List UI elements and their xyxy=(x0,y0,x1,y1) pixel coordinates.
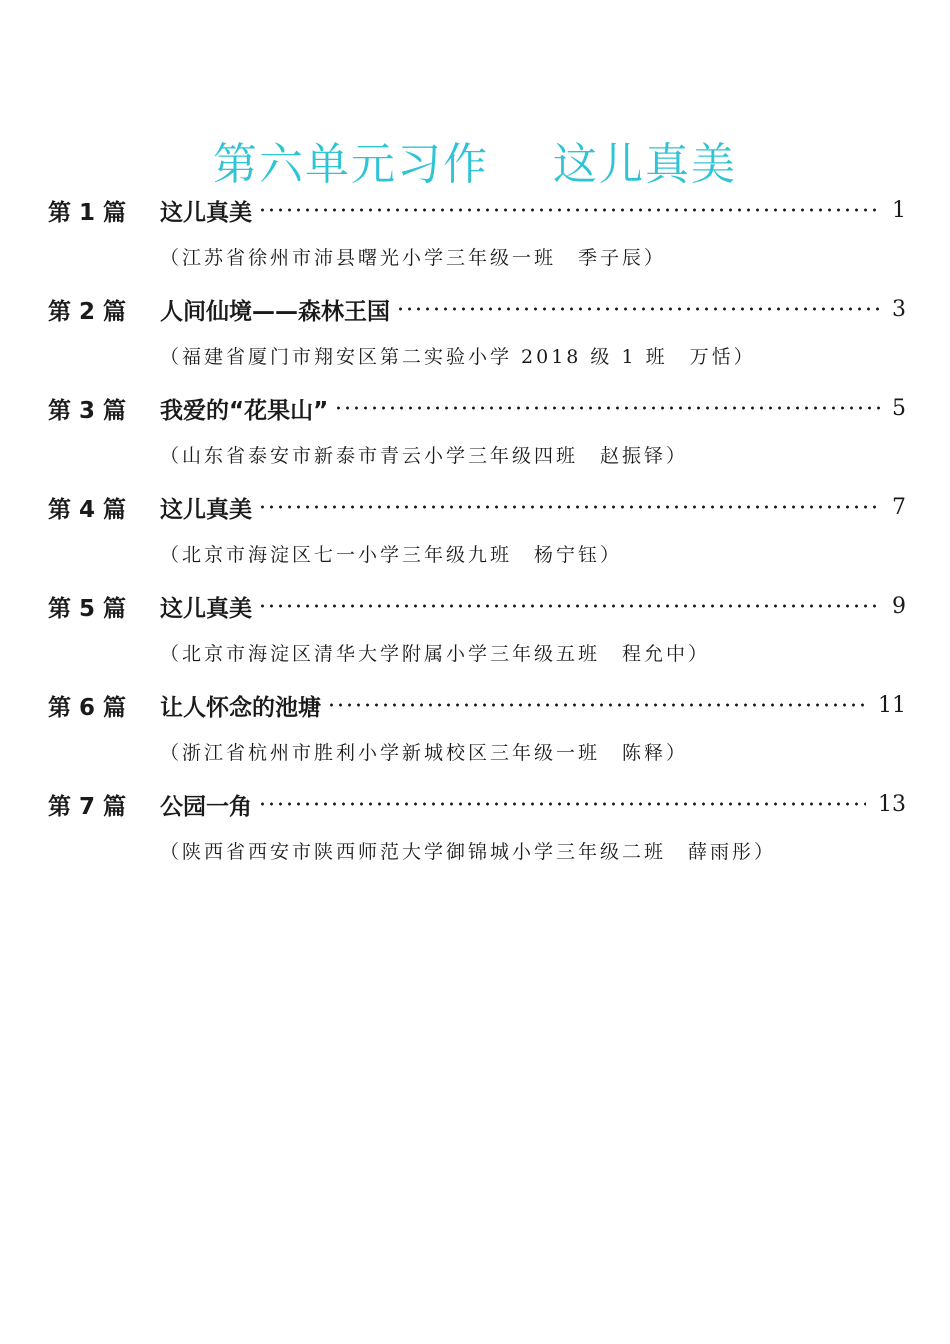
dot-leader xyxy=(258,802,866,806)
entry-page-number[interactable]: 3 xyxy=(892,296,906,322)
toc-entry-line[interactable] xyxy=(48,388,906,428)
page-title: 第六单元习作 这儿真美 xyxy=(213,139,737,191)
table-of-contents xyxy=(48,190,906,883)
toc-entry-6[interactable] xyxy=(48,685,906,784)
entry-page-number[interactable]: 9 xyxy=(892,593,906,619)
toc-entry-4[interactable] xyxy=(48,487,906,586)
entry-author: （江苏省徐州市沛县曙光小学三年级一班 季子辰） xyxy=(160,247,667,269)
entry-number: 第 4 篇 xyxy=(48,496,127,523)
dot-leader xyxy=(258,505,880,509)
toc-entry-1[interactable] xyxy=(48,190,906,289)
toc-entry-line[interactable] xyxy=(48,190,906,230)
entry-number: 第 5 篇 xyxy=(48,595,127,622)
toc-entry-5[interactable] xyxy=(48,586,906,685)
entry-title[interactable]: 人间仙境——森林王国 xyxy=(160,298,390,325)
dot-leader xyxy=(258,604,880,608)
entry-title[interactable]: 这儿真美 xyxy=(160,496,252,523)
entry-page-number[interactable]: 7 xyxy=(892,494,906,520)
entry-author: （山东省泰安市新泰市青云小学三年级四班 赵振铎） xyxy=(160,445,689,467)
toc-entry-line[interactable] xyxy=(48,685,906,725)
toc-entry-line[interactable] xyxy=(48,487,906,527)
toc-entry-7[interactable] xyxy=(48,784,906,883)
dot-leader xyxy=(334,406,880,410)
toc-entry-3[interactable] xyxy=(48,388,906,487)
entry-author: （北京市海淀区清华大学附属小学三年级五班 程允中） xyxy=(160,643,711,665)
entry-page-number[interactable]: 11 xyxy=(878,692,906,718)
entry-number: 第 2 篇 xyxy=(48,298,127,325)
entry-number: 第 3 篇 xyxy=(48,397,127,424)
entry-title[interactable]: 公园一角 xyxy=(160,793,252,820)
entry-title[interactable]: 这儿真美 xyxy=(160,595,252,622)
entry-page-number[interactable]: 1 xyxy=(892,197,906,223)
entry-page-number[interactable]: 5 xyxy=(892,395,906,421)
toc-entry-2[interactable] xyxy=(48,289,906,388)
entry-title[interactable]: 让人怀念的池塘 xyxy=(160,694,321,721)
toc-entry-line[interactable] xyxy=(48,289,906,329)
entry-author: （北京市海淀区七一小学三年级九班 杨宁钰） xyxy=(160,544,623,566)
dot-leader xyxy=(396,307,880,311)
dot-leader xyxy=(258,208,880,212)
entry-number: 第 6 篇 xyxy=(48,694,127,721)
dot-leader xyxy=(327,703,866,707)
entry-author: （浙江省杭州市胜利小学新城校区三年级一班 陈释） xyxy=(160,742,689,764)
toc-entry-line[interactable] xyxy=(48,586,906,626)
entry-author: （福建省厦门市翔安区第二实验小学 2018 级 1 班 万恬） xyxy=(160,346,756,368)
entry-number: 第 7 篇 xyxy=(48,793,127,820)
entry-number: 第 1 篇 xyxy=(48,199,127,226)
entry-title[interactable]: 我爱的“花果山” xyxy=(160,397,329,424)
entry-page-number[interactable]: 13 xyxy=(878,791,906,817)
entry-author: （陕西省西安市陕西师范大学御锦城小学三年级二班 薛雨彤） xyxy=(160,841,777,863)
entry-title[interactable]: 这儿真美 xyxy=(160,199,252,226)
toc-entry-line[interactable] xyxy=(48,784,906,824)
